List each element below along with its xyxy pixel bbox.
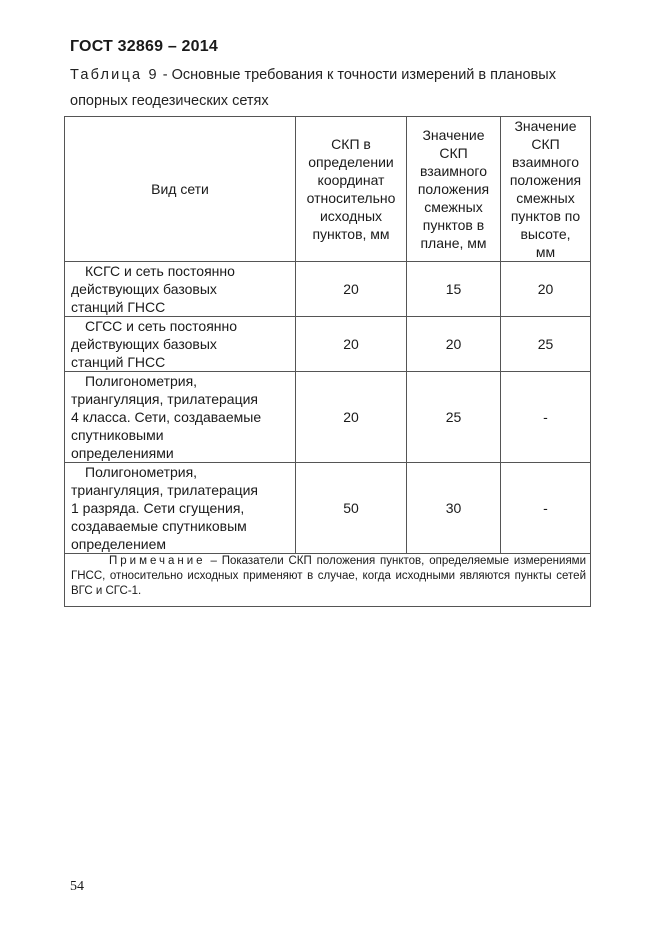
table-caption-text: - Основные требования к точности измерений в плановых опорных геодезических сетях	[70, 67, 556, 109]
text-line: спутниковыми	[71, 427, 164, 443]
text-line: положения	[417, 181, 490, 197]
note-text: – Показатели СКП положения пунктов, определяемые измерениями ГНСС, относительно исходных применяют в случае, когда исходными являются пункты сетей ВГС и СГС-1.	[71, 555, 586, 597]
text-line: пунктов в	[422, 217, 485, 233]
table-row	[65, 463, 591, 554]
header-rms-height	[501, 117, 591, 262]
text-line: Значение	[422, 127, 485, 143]
network-type-cell	[65, 317, 296, 372]
text-line: действующих базовых	[71, 336, 217, 352]
table-caption-label: Таблица 9	[70, 67, 159, 83]
text-line: пунктов по	[510, 208, 581, 224]
table-row	[65, 317, 591, 372]
text-line: триангуляция, трилатерация	[71, 482, 258, 498]
text-line: определениями	[71, 445, 174, 461]
header-rms-plan	[407, 117, 501, 262]
table-header-row	[65, 117, 591, 262]
text-line: мм	[535, 244, 556, 260]
rms-coordinates-cell: 50	[296, 463, 407, 554]
table-row	[65, 372, 591, 463]
text-line: Значение	[514, 118, 577, 134]
rms-coordinates-cell: 20	[296, 317, 407, 372]
rms-plan-cell: 25	[407, 372, 501, 463]
page-number: 54	[70, 879, 84, 894]
text-line: взаимного	[419, 163, 488, 179]
text-line: триангуляция, трилатерация	[71, 391, 258, 407]
table-row	[65, 262, 591, 317]
text-line: высоте,	[520, 226, 571, 242]
text-line: Вид сети	[151, 181, 209, 197]
text-line: 4 класса. Сети, создаваемые	[71, 409, 262, 425]
text-line: СКП	[531, 136, 560, 152]
accuracy-requirements-table	[64, 116, 591, 607]
table-note	[65, 554, 591, 607]
rms-height-cell: 25	[501, 317, 591, 372]
rms-height-cell: -	[501, 463, 591, 554]
text-line: плане, мм	[420, 235, 487, 251]
header-rms-coordinates	[296, 117, 407, 262]
text-line: станций ГНСС	[71, 299, 166, 315]
text-line: взаимного	[511, 154, 580, 170]
text-line: создаваемые спутниковым	[71, 518, 247, 534]
rms-plan-cell: 15	[407, 262, 501, 317]
rms-plan-cell: 20	[407, 317, 501, 372]
rms-height-cell: 20	[501, 262, 591, 317]
rms-plan-cell: 30	[407, 463, 501, 554]
table-note-row	[65, 554, 591, 607]
text-line: пунктов, мм	[312, 226, 390, 242]
network-type-cell	[65, 463, 296, 554]
text-line: действующих базовых	[71, 281, 217, 297]
text-line: положения	[509, 172, 582, 188]
text-line: станций ГНСС	[71, 354, 166, 370]
network-type-cell	[65, 262, 296, 317]
text-line: определением	[71, 536, 167, 552]
text-line: СКП	[439, 145, 468, 161]
text-line: координат	[317, 172, 385, 188]
text-line: СГСС и сеть постоянно	[85, 318, 238, 334]
text-line: КСГС и сеть постоянно	[85, 263, 235, 279]
text-line: исходных	[319, 208, 383, 224]
text-line: смежных	[516, 190, 575, 206]
text-line: СКП в	[331, 136, 371, 152]
text-line: относительно	[306, 190, 396, 206]
header-network-type	[65, 117, 296, 262]
document-code: ГОСТ 32869 – 2014	[70, 38, 218, 55]
text-line: 1 разряда. Сети сгущения,	[71, 500, 245, 516]
rms-height-cell: -	[501, 372, 591, 463]
text-line: Полигонометрия,	[85, 373, 198, 389]
text-line: смежных	[424, 199, 483, 215]
table-caption	[70, 62, 615, 114]
rms-coordinates-cell: 20	[296, 372, 407, 463]
network-type-cell	[65, 372, 296, 463]
text-line: Полигонометрия,	[85, 464, 198, 480]
text-line: определении	[308, 154, 394, 170]
rms-coordinates-cell: 20	[296, 262, 407, 317]
note-label: Примечание	[109, 555, 206, 567]
